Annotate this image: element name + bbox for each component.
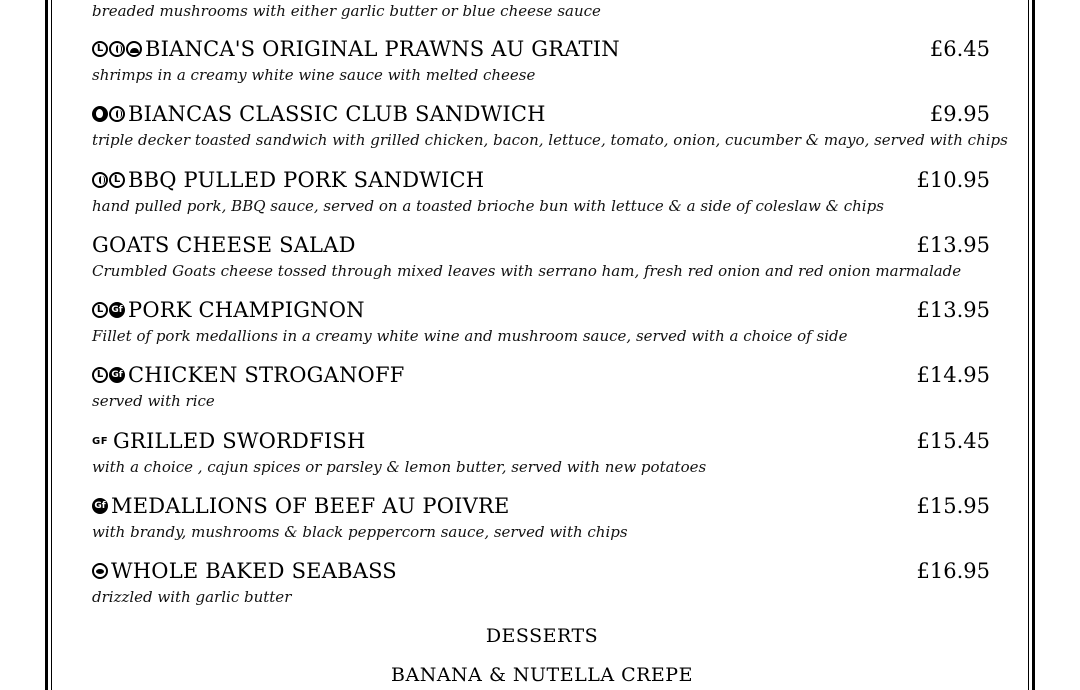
allergen-icons (92, 106, 125, 122)
menu-item (92, 557, 992, 607)
gluten-free-icon: Gf (109, 367, 125, 383)
item-name: BIANCAS CLASSIC CLUB SANDWICH (128, 102, 546, 126)
lactose-icon: L (109, 172, 125, 188)
item-name: GOATS CHEESE SALAD (92, 233, 356, 257)
item-description: hand pulled pork, BBQ sauce, served on a toasted brioche bun with lettuce & a side of coleslaw & chips (92, 197, 884, 215)
item-price: £9.95 (929, 102, 990, 126)
menu-item (92, 296, 992, 346)
item-price: £15.45 (916, 429, 990, 453)
item-description: Crumbled Goats cheese tossed through mixed leaves with serrano ham, fresh red onion and red onion marmalade (92, 262, 962, 280)
gluten-icon (109, 106, 125, 122)
item-price: £10.95 (916, 168, 990, 192)
menu-item (92, 361, 992, 411)
section-title-desserts: DESSERTS (485, 625, 599, 647)
item-description: served with rice (92, 392, 215, 410)
item-name: CHICKEN STROGANOFF (128, 363, 405, 387)
menu-item (92, 35, 992, 85)
item-description: breaded mushrooms with either garlic butter or blue cheese sauce (92, 2, 601, 20)
menu-item (92, 100, 1008, 150)
gluten-icon (92, 172, 108, 188)
shellfish-icon (126, 41, 142, 57)
egg-icon (92, 106, 108, 122)
gf-text-icon: GF (92, 435, 109, 447)
item-name: BIANCA'S ORIGINAL PRAWNS AU GRATIN (145, 37, 620, 61)
item-name: BBQ PULLED PORK SANDWICH (128, 168, 485, 192)
item-description: triple decker toasted sandwich with grilled chicken, bacon, lettuce, tomato, onion, cucumber & mayo, served with chips (92, 131, 1008, 149)
allergen-icons (92, 302, 125, 318)
menu-item (92, 427, 992, 477)
lactose-icon: L (92, 41, 108, 57)
allergen-icons (92, 172, 125, 188)
item-price: £15.95 (916, 494, 990, 518)
menu-item (92, 166, 992, 216)
allergen-icons (92, 41, 142, 57)
allergen-icons (92, 498, 108, 514)
lactose-icon: L (92, 367, 108, 383)
item-price: £14.95 (916, 363, 990, 387)
fish-icon (92, 563, 108, 579)
gluten-free-icon: Gf (92, 498, 108, 514)
allergen-icons (92, 367, 125, 383)
gluten-icon (109, 41, 125, 57)
menu-item (92, 492, 992, 542)
item-description: with a choice , cajun spices or parsley & lemon butter, served with new potatoes (92, 458, 707, 476)
item-description: with brandy, mushrooms & black peppercorn sauce, served with chips (92, 523, 628, 541)
item-name: PORK CHAMPIGNON (128, 298, 365, 322)
item-name: GRILLED SWORDFISH (113, 429, 366, 453)
gluten-free-icon: Gf (109, 302, 125, 318)
menu-item (92, 231, 992, 281)
item-name: MEDALLIONS OF BEEF AU POIVRE (111, 494, 510, 518)
dessert-item-name: BANANA & NUTELLA CREPE (391, 664, 693, 686)
item-name: WHOLE BAKED SEABASS (111, 559, 397, 583)
item-price: £13.95 (916, 298, 990, 322)
lactose-icon: L (92, 302, 108, 318)
item-description: shrimps in a creamy white wine sauce with melted cheese (92, 66, 536, 84)
allergen-icons (92, 563, 108, 579)
item-price: £13.95 (916, 233, 990, 257)
item-price: £6.45 (929, 37, 990, 61)
item-description: drizzled with garlic butter (92, 588, 292, 606)
item-description: Fillet of pork medallions in a creamy white wine and mushroom sauce, served with a choice of side (92, 327, 848, 345)
item-price: £16.95 (916, 559, 990, 583)
